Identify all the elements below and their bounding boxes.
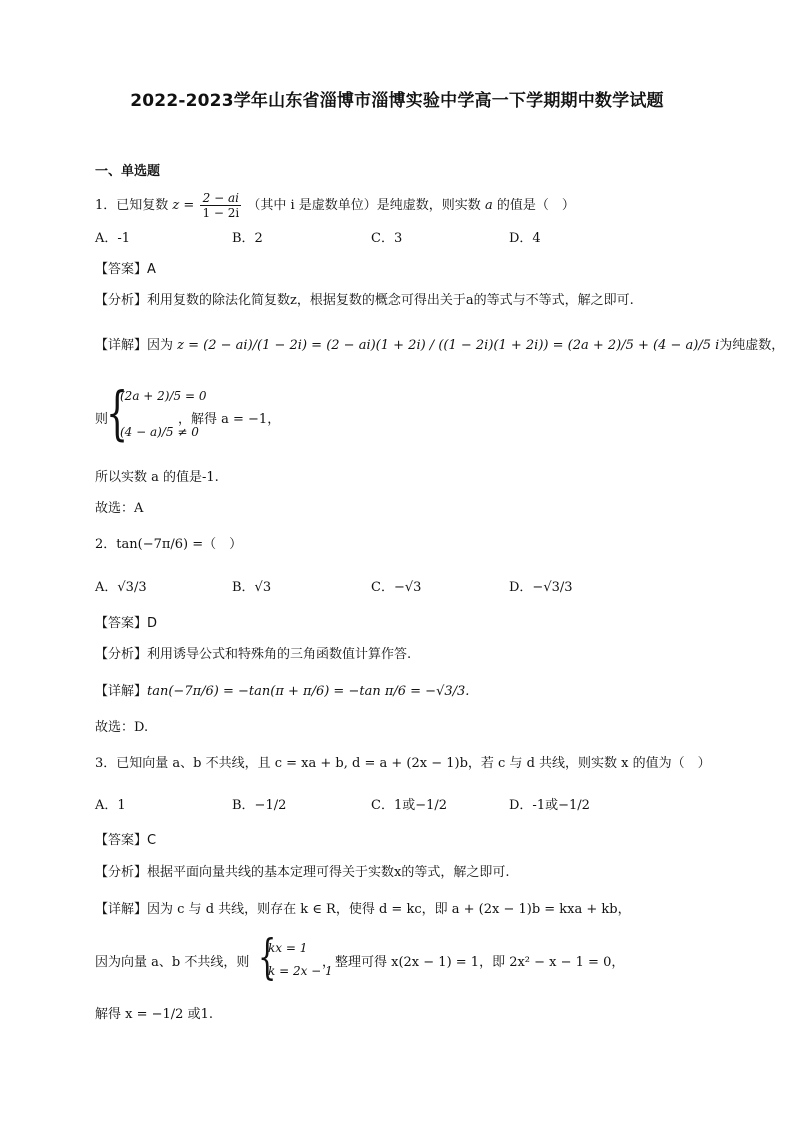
q3-option-c: C．1或−1/2 [371, 798, 448, 813]
q1-stem-prefix: 1．已知复数 [95, 198, 169, 213]
q3-detail-label: 【详解】 [95, 902, 148, 917]
q2-stem: 2．tan(−7π/6) =（ ） [95, 537, 243, 552]
q1-so: 所以实数 a 的值是-1. [95, 470, 219, 485]
q3-detail-line2-suffix: ，整理可得 x(2x − 1) = 1，即 2x² − x − 1 = 0， [322, 955, 625, 970]
q3-option-b: B．−1/2 [232, 798, 287, 813]
q3-option-a: A．1 [95, 798, 126, 813]
q2-analysis [95, 645, 411, 665]
q1-detail-prefix: 因为 [147, 338, 174, 353]
q1-option-c: C．3 [371, 231, 403, 246]
q3-analysis-label: 【分析】 [95, 865, 148, 880]
q3-detail-line1 [95, 900, 631, 920]
document-title: 2022-2023学年山东省淄博市淄博实验中学高一下学期期中数学试题 [130, 91, 664, 111]
q3-stem: 3．已知向量 a、b 不共线，且 c = xa + b, d = a + (2x − 1)b，若 c 与 d 共线，则实数 x 的值为（ ） [95, 756, 711, 771]
q2-detail-label: 【详解】 [95, 684, 148, 699]
q1-frac-den: 1 − 2i [202, 206, 240, 220]
q1-stem-suffix: 的值是（ ） [496, 198, 575, 213]
q1-choose: 故选：A [95, 501, 144, 516]
q1-answer: 【答案】A [95, 262, 156, 277]
q1-stem-middle: （其中 i 是虚数单位）是纯虚数，则实数 [247, 198, 481, 213]
q1-detail [95, 336, 784, 356]
q2-analysis-text: 利用诱导公式和特殊角的三角函数值计算作答. [147, 647, 412, 662]
q3-detail-line3: 解得 x = −1/2 或1. [95, 1007, 213, 1022]
q1-option-a: A．-1 [95, 231, 131, 246]
q1-fraction [200, 191, 241, 220]
q1-detail-label: 【详解】 [95, 338, 148, 353]
q2-option-a: A．√3/3 [95, 580, 147, 595]
q1-then: 则 [95, 412, 109, 427]
q3-analysis-text: 根据平面向量共线的基本定理可得关于实数x的等式，解之即可. [147, 865, 510, 880]
q3-option-d: D．-1或−1/2 [509, 798, 590, 813]
q2-detail-text: tan(−7π/6) = −tan(π + π/6) = −tan π/6 = −√3/3. [147, 684, 470, 699]
q3-detail-line2-prefix: 因为向量 a、b 不共线，则 [95, 955, 250, 970]
q1-detail-suffix: 为纯虚数， [719, 338, 785, 353]
q1-analysis-text: 利用复数的除法化简复数z，根据复数的概念可得出关于a的等式与不等式，解之即可. [147, 293, 634, 308]
q1-option-d: D．4 [509, 231, 541, 246]
q1-option-b: B．2 [232, 231, 263, 246]
q1-system-eq2: (4 − a)/5 ≠ 0 [120, 425, 199, 439]
q1-brace: { [106, 379, 129, 447]
q1-frac-num: 2 − ai [200, 191, 241, 206]
q3-system-eq2: k = 2x − 1 [268, 964, 333, 978]
q2-detail [95, 682, 469, 702]
q3-brace: { [258, 929, 277, 985]
q2-option-b: B．√3 [232, 580, 272, 595]
q1-analysis [95, 291, 634, 311]
q3-answer: 【答案】C [95, 833, 157, 848]
q2-option-c: C．−√3 [371, 580, 422, 595]
q2-option-d: D．−√3/3 [509, 580, 573, 595]
q1-system-eq1: (2a + 2)/5 = 0 [120, 389, 207, 403]
q1-detail-equation: z = (2 − ai)/(1 − 2i) = (2 − ai)(1 + 2i) / ((1 − 2i)(1 + 2i)) = (2a + 2)/5 + (4 − a)/5 i [177, 338, 720, 353]
q1-var: a [484, 198, 493, 213]
q1-z-eq: z = [172, 198, 195, 213]
q2-analysis-label: 【分析】 [95, 647, 148, 662]
q3-system-eq1: kx = 1 [268, 941, 308, 955]
q3-analysis [95, 863, 509, 883]
q2-choose: 故选：D. [95, 720, 149, 735]
q1-solve: ，解得 a = −1， [178, 412, 281, 427]
q1-analysis-label: 【分析】 [95, 293, 148, 308]
section-heading: 一、单选题 [95, 164, 161, 179]
q1-stem [95, 191, 575, 220]
q3-detail-text1: 因为 c 与 d 共线，则存在 k ∈ R，使得 d = kc，即 a + (2x − 1)b = kxa + kb， [147, 902, 631, 917]
q2-answer: 【答案】D [95, 616, 158, 631]
